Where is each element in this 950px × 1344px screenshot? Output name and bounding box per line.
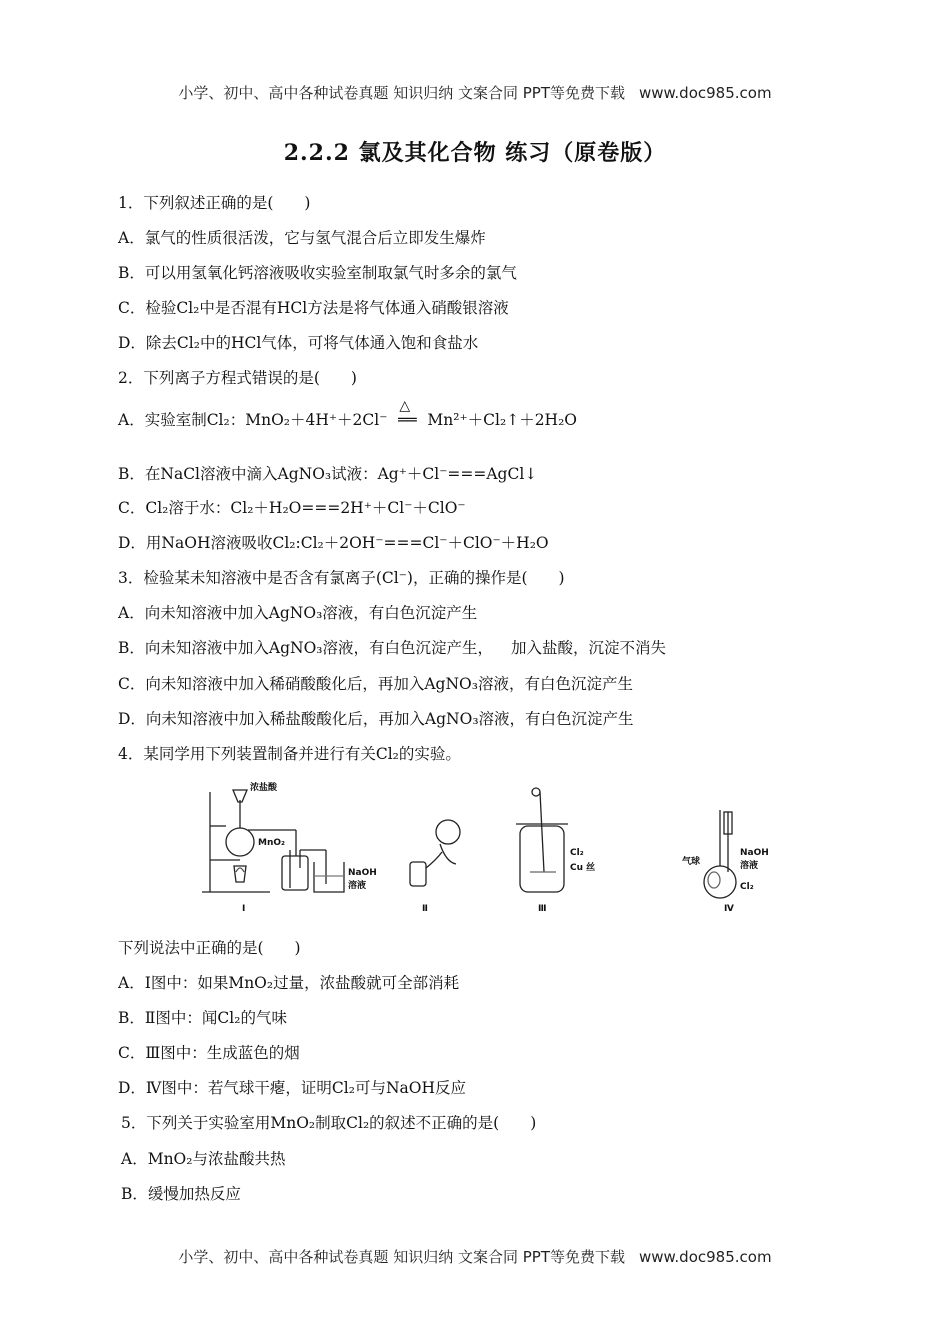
q2-option-d: D．用NaOH溶液吸收Cl₂:Cl₂＋2OH⁻===Cl⁻＋ClO⁻＋H₂O [118,534,549,552]
footer-text: 小学、初中、高中各种试卷真题 知识归纳 文案合同 PPT等免费下载 [178,1248,625,1266]
q1-option-d: D．除去Cl₂中的HCl气体，可将气体通入饱和食盐水 [118,334,479,352]
banner-text: 小学、初中、高中各种试卷真题 知识归纳 文案合同 PPT等免费下载 [178,84,625,102]
q3-option-c: C．向未知溶液中加入稀硝酸酸化后，再加入AgNO₃溶液，有白色沉淀产生 [118,675,633,693]
q2-stem: 2．下列离子方程式错误的是( ) [118,369,357,387]
q1-option-a: A．氯气的性质很活泼，它与氢气混合后立即发生爆炸 [118,229,486,247]
q3-option-b [118,638,666,658]
fig-label-1: Ⅰ [242,904,246,914]
label-conc-hcl: 浓盐酸 [250,783,278,793]
q3-option-a: A．向未知溶液中加入AgNO₃溶液，有白色沉淀产生 [118,604,478,622]
apparatus-drawing [200,772,778,920]
page-title: 2.2.2 氯及其化合物 练习（原卷版） [283,140,667,166]
label-balloon: 气球 [682,857,701,867]
label-cu-wire: Cu 丝 [570,863,596,873]
q5-stem: 5．下列关于实验室用MnO₂制取Cl₂的叙述不正确的是( ) [121,1114,537,1132]
heat-triangle-icon: △ [399,398,411,414]
q4-sub-stem: 下列说法中正确的是( ) [118,939,301,957]
q4-option-a: A．Ⅰ图中：如果MnO₂过量，浓盐酸就可全部消耗 [118,974,460,992]
q1-option-c: C．检验Cl₂中是否混有HCl方法是将气体通入硝酸银溶液 [118,299,509,317]
q1-option-b: B．可以用氢氧化钙溶液吸收实验室制取氯气时多余的氯气 [118,264,517,282]
q2-a-right: Mn²⁺＋Cl₂↑＋2H₂O [427,411,577,429]
q3-option-d: D．向未知溶液中加入稀盐酸酸化后，再加入AgNO₃溶液，有白色沉淀产生 [118,710,634,728]
q4-option-b: B．Ⅱ图中：闻Cl₂的气味 [118,1009,287,1027]
heating-equals-sign: △ ══ [398,398,417,429]
q3-b-part2: 加入盐酸，沉淀不消失 [511,639,667,657]
q2-a-left: A．实验室制Cl₂：MnO₂＋4H⁺＋2Cl⁻ [118,411,388,429]
q2-option-a [118,398,577,430]
q3-stem: 3．检验某未知溶液中是否含有氯离子(Cl⁻)，正确的操作是( ) [118,569,565,587]
header-banner [0,82,950,103]
label-naoh-flask: NaOH 溶液 [740,848,769,871]
apparatus-figure [200,772,778,920]
fig-label-4: Ⅳ [724,904,734,914]
q1-stem: 1．下列叙述正确的是( ) [118,194,311,212]
q5-option-b: B．缓慢加热反应 [121,1185,241,1203]
label-cl2-jar: Cl₂ [570,848,584,858]
q3-b-part1: B．向未知溶液中加入AgNO₃溶液，有白色沉淀产生， [118,639,493,657]
label-naoh-solution: NaOH 溶液 [348,868,377,891]
q4-stem: 4．某同学用下列装置制备并进行有关Cl₂的实验。 [118,745,461,763]
footer-url[interactable]: www.doc985.com [638,1248,772,1266]
banner-url[interactable]: www.doc985.com [638,84,772,102]
q2-option-c: C．Cl₂溶于水：Cl₂＋H₂O===2H⁺＋Cl⁻＋ClO⁻ [118,499,466,517]
q2-option-b: B．在NaCl溶液中滴入AgNO₃试液：Ag⁺＋Cl⁻===AgCl↓ [118,465,538,483]
label-mno2: MnO₂ [258,838,285,848]
fig-label-3: Ⅲ [538,904,547,914]
q4-option-d: D．Ⅳ图中：若气球干瘪，证明Cl₂可与NaOH反应 [118,1079,466,1097]
q4-option-c: C．Ⅲ图中：生成蓝色的烟 [118,1044,300,1062]
label-cl2-flask: Cl₂ [740,882,754,892]
q5-option-a: A．MnO₂与浓盐酸共热 [121,1150,286,1168]
fig-label-2: Ⅱ [422,904,428,914]
footer-banner [0,1246,950,1267]
